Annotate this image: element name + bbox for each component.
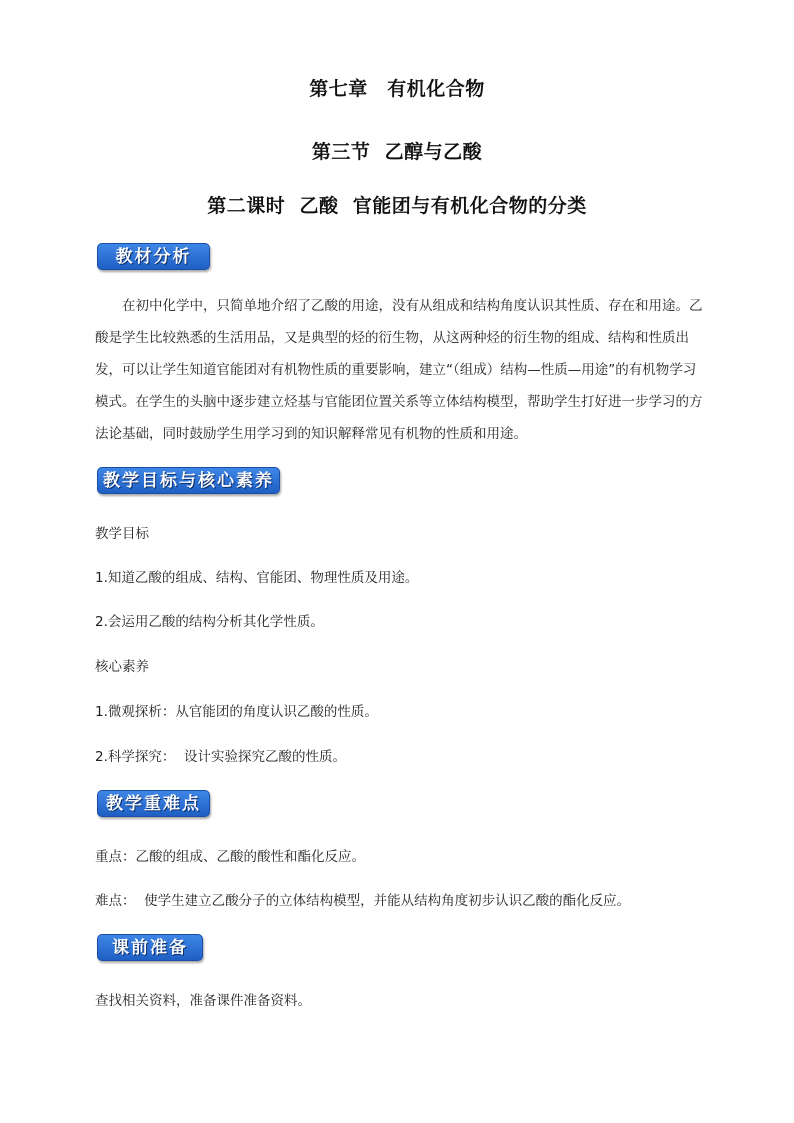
section-title: 第三节 乙醇与乙酸 [311,141,483,163]
lesson-title: 第二课时 乙酸 官能团与有机化合物的分类 [207,195,587,217]
key-point: 重点：乙酸的组成、乙酸的酸性和酯化反应。 [95,849,365,865]
badge-difficulties: 教学重难点 [97,790,210,817]
badge-analysis: 教材分析 [97,243,210,270]
hard-point: 难点： 使学生建立乙酸分子的立体结构模型，并能从结构角度初步认识乙酸的酯化反应。 [95,893,631,909]
goal-2: 2.会运用乙酸的结构分析其化学性质。 [95,614,324,630]
goal-1: 1.知道乙酸的组成、结构、官能团、物理性质及用途。 [95,570,419,586]
preparation-text: 查找相关资料，准备课件准备资料。 [95,993,311,1009]
badge-goals: 教学目标与核心素养 [97,467,280,494]
chapter-title: 第七章 有机化合物 [309,78,485,100]
badge-preparation: 课前准备 [97,934,203,961]
literacy-1: 1.微观探析：从官能团的角度认识乙酸的性质。 [95,704,378,720]
literacy-2: 2.科学探究： 设计实验探究乙酸的性质。 [95,749,346,765]
analysis-paragraph: 在初中化学中，只简单地介绍了乙酸的用途，没有从组成和结构角度认识其性质、存在和用途。乙酸是学生比较熟悉的生活用品，又是典型的烃的衍生物，从这两种烃的衍生物的组成、结构和性质出发，可以让学生知道官能团对有机物性质的重要影响，建立“（组成）结构—性质—用途”的有机物学习模式。在学生的头脑中逐步建立烃基与官能团位置关系等立体结构模型，帮助学生打好进一步学习的方法论基础，同时鼓励学生用学习到的知识解释常见有机物的性质和用途。 [95,298,703,442]
literacy-heading: 核心素养 [95,659,149,675]
goals-heading: 教学目标 [95,526,149,542]
